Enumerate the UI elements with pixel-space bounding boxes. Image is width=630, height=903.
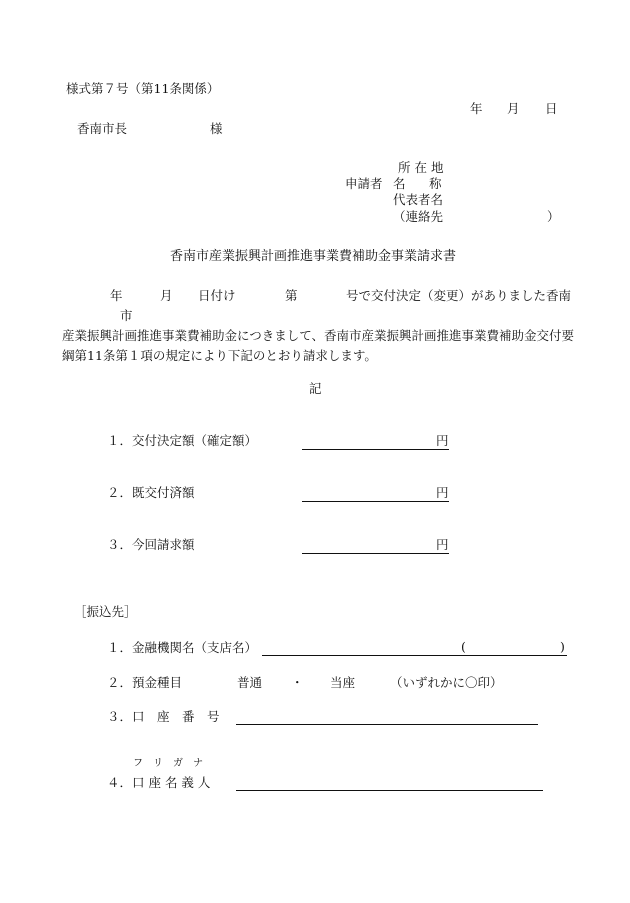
bank-label: １．金融機関名（支店名） xyxy=(107,640,258,655)
amount-unit-decided: 円 xyxy=(436,433,449,448)
form-number: 様式第７号（第11条関係） xyxy=(66,81,220,96)
body-no-prefix: 第 xyxy=(285,288,298,303)
deposit-option-futsu[interactable]: 普通 xyxy=(237,675,263,690)
contact-close: ） xyxy=(547,209,560,224)
name-label-2: 称 xyxy=(429,176,442,191)
account-holder-label: ４．口 座 名 義 人 xyxy=(107,775,211,790)
bank-paren-close: ) xyxy=(560,639,565,654)
furigana-label: フ リ ガ ナ xyxy=(133,758,203,769)
address-label: 所 在 地 xyxy=(398,160,444,175)
body-line-2: 産業振興計画推進事業費補助金につきまして、香南市産業振興計画推進事業費補助金交付要 xyxy=(62,328,575,343)
addressee: 香南市長 xyxy=(77,121,128,136)
contact-open: （連絡先 xyxy=(393,209,444,224)
body-city: 市 xyxy=(120,308,133,323)
amount-label-paid: ２．既交付済額 xyxy=(107,485,195,500)
amount-field-decided[interactable] xyxy=(302,449,449,450)
body-month: 月 xyxy=(160,288,173,303)
amount-field-request[interactable] xyxy=(302,553,449,554)
date-year: 年 xyxy=(470,101,483,116)
date-month: 月 xyxy=(507,101,520,116)
representative-label: 代表者名 xyxy=(393,192,444,207)
body-line-3: 綱第11条第１項の規定により下記のとおり請求します。 xyxy=(62,348,377,363)
body-year: 年 xyxy=(110,288,123,303)
name-label-1: 名 xyxy=(393,176,406,191)
account-number-field[interactable] xyxy=(236,724,538,725)
document-title: 香南市産業振興計画推進事業費補助金事業請求書 xyxy=(170,249,457,264)
deposit-separator: ・ xyxy=(291,675,304,690)
amount-label-decided: １．交付決定額（確定額） xyxy=(107,433,258,448)
deposit-note: （いずれかに〇印） xyxy=(390,675,503,690)
applicant-label: 申請者 xyxy=(345,176,383,191)
bank-name-field[interactable] xyxy=(262,655,567,656)
body-no-suffix: 号で交付決定（変更）がありました香南 xyxy=(346,288,572,303)
transfer-heading: ［振込先］ xyxy=(74,604,137,619)
amount-unit-paid: 円 xyxy=(436,485,449,500)
amount-label-request: ３．今回請求額 xyxy=(107,537,195,552)
body-dated: 日付け xyxy=(198,288,236,303)
account-number-label: ３．口 座 番 号 xyxy=(107,709,220,724)
honorific: 様 xyxy=(210,121,223,136)
date-day: 日 xyxy=(545,101,558,116)
amount-field-paid[interactable] xyxy=(302,501,449,502)
deposit-option-toza[interactable]: 当座 xyxy=(330,675,356,690)
account-holder-field[interactable] xyxy=(236,790,543,791)
bank-paren-open: ( xyxy=(461,639,466,654)
deposit-label: ２．預金種目 xyxy=(107,675,183,690)
ki-heading: 記 xyxy=(309,381,322,396)
amount-unit-request: 円 xyxy=(436,537,449,552)
